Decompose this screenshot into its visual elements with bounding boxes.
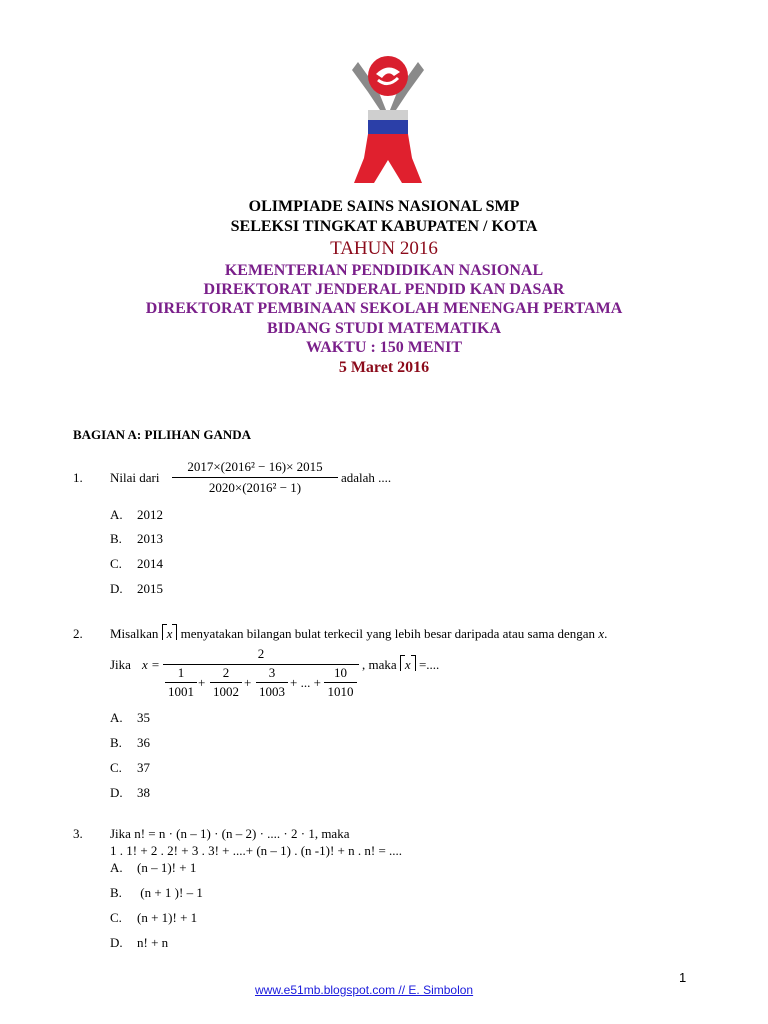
question-text: Jika xyxy=(110,657,131,672)
header-subject: BIDANG STUDI MATEMATIKA xyxy=(266,320,502,337)
answer-option: A. 35 xyxy=(110,710,150,725)
header-subtitle: SELEKSI TINGKAT KABUPATEN / KOTA xyxy=(230,218,538,235)
term-numerator: 3 xyxy=(268,665,276,680)
term-denominator: 1001 xyxy=(168,684,194,699)
answer-option: C. 2014 xyxy=(110,556,163,571)
fraction-denominator: 2020×(2016² − 1) xyxy=(208,480,302,495)
header-date: 5 Maret 2016 xyxy=(338,359,430,376)
term-bar xyxy=(324,682,357,683)
question-number: 2. xyxy=(73,626,83,641)
header-time: WAKTU : 150 MENIT xyxy=(305,339,462,356)
header-directorate-general: DIREKTORAT JENDERAL PENDID KAN DASAR xyxy=(203,281,565,298)
question-text: , maka x =.... xyxy=(362,657,440,672)
answer-option: D. 38 xyxy=(110,785,150,800)
fraction-numerator: 2 xyxy=(257,646,265,661)
fraction-numerator: 2017×(2016² − 16)× 2015 xyxy=(187,459,323,474)
term-bar xyxy=(165,682,197,683)
plus-sign: + xyxy=(198,675,206,690)
term-numerator: 10 xyxy=(334,665,347,680)
page-number: 1 xyxy=(679,970,687,985)
question-number: 3. xyxy=(73,826,83,841)
plus-sign: + xyxy=(244,675,252,690)
olympiad-logo xyxy=(338,48,438,183)
term-numerator: 1 xyxy=(177,665,185,680)
header-ministry: KEMENTERIAN PENDIDIKAN NASIONAL xyxy=(224,262,544,279)
question-number: 1. xyxy=(73,470,83,485)
term-bar xyxy=(210,682,242,683)
answer-option: C. (n + 1)! + 1 xyxy=(110,910,198,925)
answer-option: A. (n – 1)! + 1 xyxy=(110,860,197,875)
answer-option: C. 37 xyxy=(110,760,150,775)
header-year: TAHUN 2016 xyxy=(330,238,438,259)
equation-lhs: x = xyxy=(142,657,160,672)
question-text: Jika n! = n · (n – 1) · (n – 2) · .... · 2 · 1, maka xyxy=(110,826,350,841)
answer-option: D. 2015 xyxy=(110,581,163,596)
term-denominator: 1010 xyxy=(327,684,354,699)
term-denominator: 1003 xyxy=(259,684,285,699)
answer-option: D. n! + n xyxy=(110,935,169,950)
answer-option: B. 36 xyxy=(110,735,150,750)
fraction-bar xyxy=(172,477,338,478)
term-numerator: 2 xyxy=(222,665,230,680)
question-text: Nilai dari xyxy=(110,470,160,485)
term-denominator: 1002 xyxy=(213,684,239,699)
term-bar xyxy=(256,682,288,683)
footer-link[interactable]: www.e51mb.blogspot.com // E. Simbolon xyxy=(255,983,474,997)
answer-option: B. 2013 xyxy=(110,531,163,546)
header-directorate: DIREKTORAT PEMBINAAN SEKOLAH MENENGAH PERTAMA xyxy=(145,300,623,317)
section-title: BAGIAN A: PILIHAN GANDA xyxy=(73,427,252,442)
question-text: adalah .... xyxy=(341,470,392,485)
question-text: 1 . 1! + 2 . 2! + 3 . 3! + ....+ (n – 1) . (n -1)! + n . n! = .... xyxy=(110,843,403,858)
question-text: Misalkan x menyatakan bilangan bulat terkecil yang lebih besar daripada atau sama dengan x. xyxy=(110,626,608,641)
answer-option: B. (n + 1 )! – 1 xyxy=(110,885,203,900)
header-title: OLIMPIADE SAINS NASIONAL SMP xyxy=(248,198,520,215)
ellipsis-sum: + ... + xyxy=(290,675,321,690)
answer-option: A. 2012 xyxy=(110,507,163,522)
